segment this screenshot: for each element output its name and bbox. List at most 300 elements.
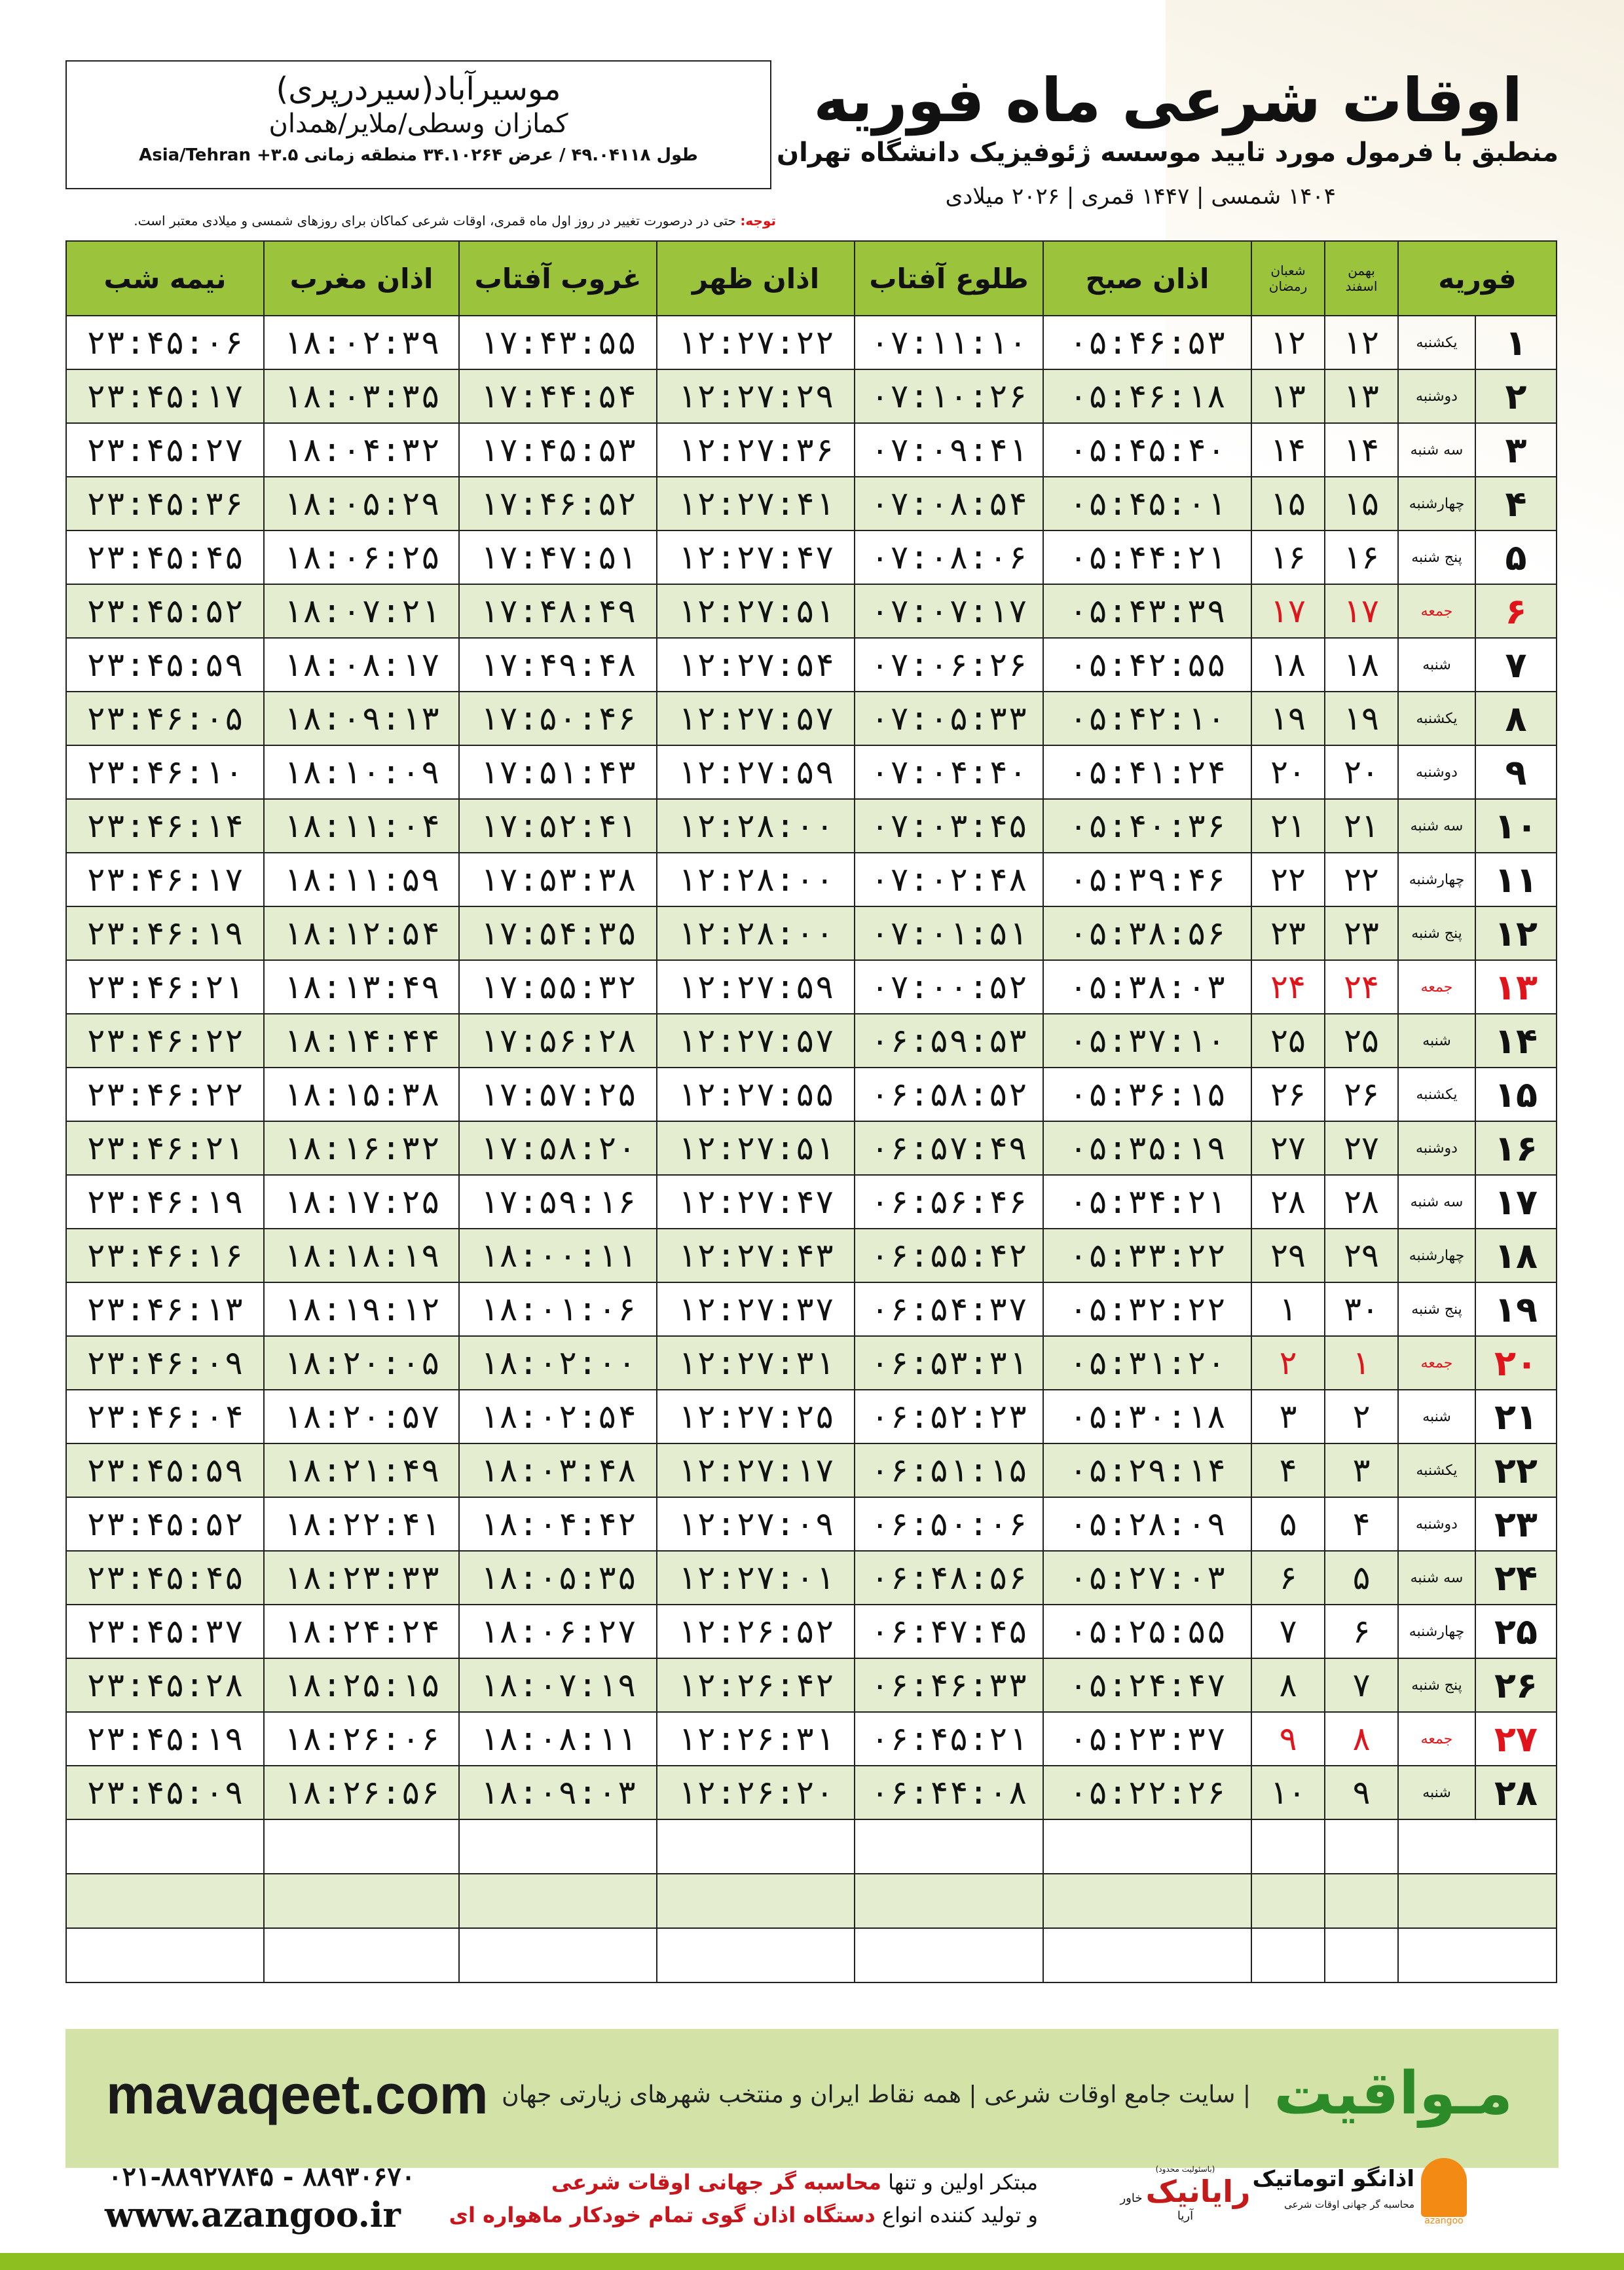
empty-cell	[1325, 1928, 1398, 1982]
day-cell: ۱۴	[1475, 1014, 1557, 1068]
day-cell: ۱	[1475, 316, 1557, 369]
midnight-cell: ۲۳:۴۶:۱۹	[66, 1175, 264, 1229]
table-row	[66, 369, 1557, 423]
day-cell: ۱۲	[1475, 906, 1557, 960]
day-cell: ۱۶	[1475, 1121, 1557, 1175]
maghrib-cell: ۱۸:۲۲:۴۱	[264, 1497, 459, 1551]
solar-date-cell: ۲۶	[1325, 1068, 1398, 1121]
dhuhr-cell: ۱۲:۲۷:۱۷	[657, 1443, 855, 1497]
maghrib-cell: ۱۸:۱۹:۱۲	[264, 1282, 459, 1336]
sunset-cell: ۱۷:۴۴:۵۴	[459, 369, 657, 423]
header-esfand: اسفند	[1345, 278, 1378, 294]
sunrise-cell: ۰۷:۰۶:۲۶	[855, 638, 1043, 692]
maghrib-cell: ۱۸:۰۶:۲۵	[264, 530, 459, 584]
banner-url[interactable]: mavaqeet.com	[106, 2064, 489, 2125]
solar-date-cell: ۱۳	[1325, 369, 1398, 423]
day-cell: ۲۶	[1475, 1658, 1557, 1712]
dhuhr-cell: ۱۲:۲۷:۲۲	[657, 316, 855, 369]
weekday-cell: پنج شنبه	[1398, 530, 1475, 584]
solar-date-cell: ۷	[1325, 1658, 1398, 1712]
empty-cell	[459, 1874, 657, 1928]
midnight-cell: ۲۳:۴۶:۰۵	[66, 692, 264, 745]
sunset-cell: ۱۸:۰۵:۳۵	[459, 1551, 657, 1605]
fajr-cell: ۰۵:۴۵:۰۱	[1043, 477, 1251, 530]
weekday-cell: جمعه	[1398, 584, 1475, 638]
solar-date-cell: ۲۲	[1325, 853, 1398, 906]
sunset-cell: ۱۸:۰۴:۴۲	[459, 1497, 657, 1551]
weekday-cell: جمعه	[1398, 960, 1475, 1014]
empty-cell	[459, 1819, 657, 1874]
fajr-cell: ۰۵:۳۰:۱۸	[1043, 1390, 1251, 1443]
sunrise-cell: ۰۶:۴۴:۰۸	[855, 1766, 1043, 1819]
day-cell: ۲۴	[1475, 1551, 1557, 1605]
maghrib-cell: ۱۸:۲۶:۰۶	[264, 1712, 459, 1766]
weekday-cell: پنج شنبه	[1398, 906, 1475, 960]
dhuhr-cell: ۱۲:۲۸:۰۰	[657, 853, 855, 906]
sunrise-cell: ۰۶:۵۹:۵۳	[855, 1014, 1043, 1068]
empty-cell	[855, 1874, 1043, 1928]
lunar-date-cell: ۱۹	[1251, 692, 1325, 745]
midnight-cell: ۲۳:۴۶:۰۴	[66, 1390, 264, 1443]
maghrib-cell: ۱۸:۱۷:۲۵	[264, 1175, 459, 1229]
fajr-cell: ۰۵:۳۲:۲۲	[1043, 1282, 1251, 1336]
weekday-cell: سه شنبه	[1398, 799, 1475, 853]
maghrib-cell: ۱۸:۱۰:۰۹	[264, 745, 459, 799]
maghrib-cell: ۱۸:۲۶:۵۶	[264, 1766, 459, 1819]
page-subtitle: منطبق با فرمول مورد تایید موسسه ژئوفیزیک دانشگاه تهران	[776, 138, 1559, 168]
midnight-cell: ۲۳:۴۵:۲۸	[66, 1658, 264, 1712]
empty-cell	[855, 1928, 1043, 1982]
maghrib-cell: ۱۸:۰۵:۲۹	[264, 477, 459, 530]
table-row	[66, 584, 1557, 638]
weekday-cell: شنبه	[1398, 638, 1475, 692]
fajr-cell: ۰۵:۴۲:۵۵	[1043, 638, 1251, 692]
maghrib-cell: ۱۸:۲۴:۲۴	[264, 1605, 459, 1658]
dhuhr-cell: ۱۲:۲۷:۳۷	[657, 1282, 855, 1336]
table-row	[66, 745, 1557, 799]
weekday-cell: شنبه	[1398, 1014, 1475, 1068]
day-cell: ۷	[1475, 638, 1557, 692]
sunrise-cell: ۰۷:۰۹:۴۱	[855, 423, 1043, 477]
sunset-cell: ۱۷:۵۴:۳۵	[459, 906, 657, 960]
note	[134, 213, 776, 229]
solar-date-cell: ۱۶	[1325, 530, 1398, 584]
fajr-cell: ۰۵:۴۵:۴۰	[1043, 423, 1251, 477]
table-row	[66, 1014, 1557, 1068]
empty-cell	[1251, 1874, 1325, 1928]
maghrib-cell: ۱۸:۱۲:۵۴	[264, 906, 459, 960]
sunset-cell: ۱۸:۰۹:۰۳	[459, 1766, 657, 1819]
dhuhr-cell: ۱۲:۲۷:۳۶	[657, 423, 855, 477]
weekday-cell: دوشنبه	[1398, 745, 1475, 799]
day-cell: ۲	[1475, 369, 1557, 423]
dhuhr-cell: ۱۲:۲۷:۲۹	[657, 369, 855, 423]
dhuhr-cell: ۱۲:۲۶:۲۰	[657, 1766, 855, 1819]
lunar-date-cell: ۱۵	[1251, 477, 1325, 530]
sunset-cell: ۱۷:۴۶:۵۲	[459, 477, 657, 530]
fajr-cell: ۰۵:۲۳:۳۷	[1043, 1712, 1251, 1766]
weekday-cell: دوشنبه	[1398, 369, 1475, 423]
day-cell: ۱۳	[1475, 960, 1557, 1014]
sunrise-cell: ۰۷:۰۱:۵۱	[855, 906, 1043, 960]
sunrise-cell: ۰۷:۰۸:۰۶	[855, 530, 1043, 584]
sunset-cell: ۱۷:۴۳:۵۵	[459, 316, 657, 369]
day-cell: ۳	[1475, 423, 1557, 477]
midnight-cell: ۲۳:۴۶:۱۳	[66, 1282, 264, 1336]
midnight-cell: ۲۳:۴۵:۱۹	[66, 1712, 264, 1766]
location-coords: طول ۴۹.۰۴۱۱۸ / عرض ۳۴.۱۰۲۶۴ منطقه زمانی ۳.۵+ Asia/Tehran	[139, 145, 698, 165]
empty-cell	[855, 1819, 1043, 1874]
sunset-cell: ۱۷:۵۶:۲۸	[459, 1014, 657, 1068]
table-row	[66, 316, 1557, 369]
lunar-date-cell: ۵	[1251, 1497, 1325, 1551]
lunar-date-cell: ۱۰	[1251, 1766, 1325, 1819]
lunar-date-cell: ۱۲	[1251, 316, 1325, 369]
midnight-cell: ۲۳:۴۵:۵۹	[66, 638, 264, 692]
table-row	[66, 1443, 1557, 1497]
dhuhr-cell: ۱۲:۲۸:۰۰	[657, 906, 855, 960]
day-cell: ۲۱	[1475, 1390, 1557, 1443]
table-row	[66, 1712, 1557, 1766]
location-region: کمازان وسطی/ملایر/همدان	[268, 109, 568, 139]
sunrise-cell: ۰۷:۰۷:۱۷	[855, 584, 1043, 638]
fajr-cell: ۰۵:۴۳:۳۹	[1043, 584, 1251, 638]
header-bahman: بهمن	[1348, 263, 1375, 278]
sunset-cell: ۱۸:۰۷:۱۹	[459, 1658, 657, 1712]
sunset-cell: ۱۷:۵۹:۱۶	[459, 1175, 657, 1229]
solar-date-cell: ۸	[1325, 1712, 1398, 1766]
fajr-cell: ۰۵:۳۱:۲۰	[1043, 1336, 1251, 1390]
maghrib-cell: ۱۸:۱۳:۴۹	[264, 960, 459, 1014]
midnight-cell: ۲۳:۴۶:۱۴	[66, 799, 264, 853]
weekday-cell: چهارشنبه	[1398, 1229, 1475, 1282]
midnight-cell: ۲۳:۴۶:۱۰	[66, 745, 264, 799]
sunrise-cell: ۰۷:۱۱:۱۰	[855, 316, 1043, 369]
weekday-cell: چهارشنبه	[1398, 477, 1475, 530]
lunar-date-cell: ۱	[1251, 1282, 1325, 1336]
rayanik-top: (باسئولیت محدود)	[1155, 2165, 1215, 2174]
dhuhr-cell: ۱۲:۲۶:۵۲	[657, 1605, 855, 1658]
midnight-cell: ۲۳:۴۵:۲۷	[66, 423, 264, 477]
sunset-cell: ۱۷:۵۵:۳۲	[459, 960, 657, 1014]
azangoo-mark-text: azangoo	[1424, 2216, 1464, 2226]
fajr-cell: ۰۵:۴۴:۲۱	[1043, 530, 1251, 584]
sunrise-cell: ۰۶:۵۳:۳۱	[855, 1336, 1043, 1390]
table-row	[66, 423, 1557, 477]
maghrib-cell: ۱۸:۰۴:۳۲	[264, 423, 459, 477]
weekday-cell: جمعه	[1398, 1336, 1475, 1390]
weekday-cell: شنبه	[1398, 1766, 1475, 1819]
empty-cell	[264, 1874, 459, 1928]
prayer-times-table	[65, 240, 1557, 1983]
dhuhr-cell: ۱۲:۲۸:۰۰	[657, 799, 855, 853]
weekday-cell: سه شنبه	[1398, 1175, 1475, 1229]
empty-row	[66, 1819, 1557, 1874]
table-row	[66, 530, 1557, 584]
solar-date-cell: ۵	[1325, 1551, 1398, 1605]
table-row	[66, 1068, 1557, 1121]
footer-line-1	[449, 2167, 1038, 2199]
maghrib-cell: ۱۸:۰۸:۱۷	[264, 638, 459, 692]
table-row	[66, 1766, 1557, 1819]
weekday-cell: چهارشنبه	[1398, 853, 1475, 906]
note-label: توجه:	[740, 213, 776, 229]
rayanik-side: خاور آریا	[1120, 2191, 1194, 2223]
header-solar-months	[1325, 241, 1398, 316]
table-row	[66, 1175, 1557, 1229]
empty-cell	[657, 1928, 855, 1982]
maghrib-cell: ۱۸:۲۵:۱۵	[264, 1658, 459, 1712]
midnight-cell: ۲۳:۴۵:۱۷	[66, 369, 264, 423]
sunrise-cell: ۰۷:۰۲:۴۸	[855, 853, 1043, 906]
midnight-cell: ۲۳:۴۵:۵۲	[66, 1497, 264, 1551]
sunrise-cell: ۰۷:۰۴:۴۰	[855, 745, 1043, 799]
solar-date-cell: ۲۸	[1325, 1175, 1398, 1229]
location-box	[65, 60, 771, 189]
solar-date-cell: ۲	[1325, 1390, 1398, 1443]
dhuhr-cell: ۱۲:۲۷:۴۳	[657, 1229, 855, 1282]
header-fajr: اذان صبح	[1043, 241, 1251, 316]
empty-row	[66, 1928, 1557, 1982]
lunar-date-cell: ۱۶	[1251, 530, 1325, 584]
table-row	[66, 1497, 1557, 1551]
dhuhr-cell: ۱۲:۲۷:۰۹	[657, 1497, 855, 1551]
solar-date-cell: ۲۴	[1325, 960, 1398, 1014]
dhuhr-cell: ۱۲:۲۷:۴۱	[657, 477, 855, 530]
day-cell: ۴	[1475, 477, 1557, 530]
banner-site-name: مـواقیت	[1274, 2059, 1513, 2128]
dhuhr-cell: ۱۲:۲۷:۵۹	[657, 960, 855, 1014]
weekday-cell: یکشنبه	[1398, 1443, 1475, 1497]
solar-date-cell: ۱۹	[1325, 692, 1398, 745]
weekday-cell: یکشنبه	[1398, 692, 1475, 745]
sunrise-cell: ۰۶:۴۵:۲۱	[855, 1712, 1043, 1766]
solar-date-cell: ۳	[1325, 1443, 1398, 1497]
header-sunrise: طلوع آفتاب	[855, 241, 1043, 316]
day-cell: ۱۷	[1475, 1175, 1557, 1229]
midnight-cell: ۲۳:۴۶:۲۲	[66, 1014, 264, 1068]
dhuhr-cell: ۱۲:۲۷:۵۷	[657, 692, 855, 745]
dhuhr-cell: ۱۲:۲۷:۳۱	[657, 1336, 855, 1390]
maghrib-cell: ۱۸:۰۳:۳۵	[264, 369, 459, 423]
sunset-cell: ۱۸:۰۱:۰۶	[459, 1282, 657, 1336]
empty-cell	[264, 1819, 459, 1874]
footer-line-1-red: محاسبه گر جهانی اوقات شرعی	[551, 2170, 881, 2195]
site-banner	[65, 2029, 1559, 2168]
maghrib-cell: ۱۸:۱۶:۳۲	[264, 1121, 459, 1175]
table-row	[66, 960, 1557, 1014]
table-row	[66, 1229, 1557, 1282]
midnight-cell: ۲۳:۴۶:۲۱	[66, 1121, 264, 1175]
sunset-cell: ۱۷:۴۸:۴۹	[459, 584, 657, 638]
footer-line-2-prefix: و تولید کننده انواع	[881, 2202, 1038, 2227]
lunar-date-cell: ۷	[1251, 1605, 1325, 1658]
table-row	[66, 1336, 1557, 1390]
sunrise-cell: ۰۶:۴۸:۵۶	[855, 1551, 1043, 1605]
solar-date-cell: ۱۲	[1325, 316, 1398, 369]
dhuhr-cell: ۱۲:۲۷:۵۴	[657, 638, 855, 692]
lunar-date-cell: ۱۸	[1251, 638, 1325, 692]
midnight-cell: ۲۳:۴۵:۴۵	[66, 530, 264, 584]
midnight-cell: ۲۳:۴۵:۳۶	[66, 477, 264, 530]
header-month: فوریه	[1398, 241, 1557, 316]
empty-row	[66, 1874, 1557, 1928]
day-cell: ۶	[1475, 584, 1557, 638]
fajr-cell: ۰۵:۳۴:۲۱	[1043, 1175, 1251, 1229]
sunset-cell: ۱۸:۰۸:۱۱	[459, 1712, 657, 1766]
solar-date-cell: ۱۵	[1325, 477, 1398, 530]
weekday-cell: دوشنبه	[1398, 1497, 1475, 1551]
bottom-strip	[0, 2253, 1624, 2270]
solar-date-cell: ۲۰	[1325, 745, 1398, 799]
dhuhr-cell: ۱۲:۲۷:۵۷	[657, 1014, 855, 1068]
dhuhr-cell: ۱۲:۲۷:۵۱	[657, 584, 855, 638]
lunar-date-cell: ۳	[1251, 1390, 1325, 1443]
solar-date-cell: ۲۱	[1325, 799, 1398, 853]
day-cell: ۸	[1475, 692, 1557, 745]
fajr-cell: ۰۵:۲۵:۵۵	[1043, 1605, 1251, 1658]
day-cell: ۹	[1475, 745, 1557, 799]
dhuhr-cell: ۱۲:۲۷:۲۵	[657, 1390, 855, 1443]
maghrib-cell: ۱۸:۰۹:۱۳	[264, 692, 459, 745]
sunset-cell: ۱۷:۵۸:۲۰	[459, 1121, 657, 1175]
azangoo-mark-icon	[1421, 2158, 1467, 2217]
sunrise-cell: ۰۶:۵۰:۰۶	[855, 1497, 1043, 1551]
solar-date-cell: ۲۹	[1325, 1229, 1398, 1282]
footer-phone: ۰۲۱-۸۸۹۲۷۸۴۵ - ۸۸۹۳۰۶۷۰	[108, 2161, 416, 2192]
midnight-cell: ۲۳:۴۶:۰۹	[66, 1336, 264, 1390]
empty-cell	[1251, 1819, 1325, 1874]
weekday-cell: سه شنبه	[1398, 1551, 1475, 1605]
day-cell: ۲۵	[1475, 1605, 1557, 1658]
table-header-row	[66, 241, 1557, 316]
sunrise-cell: ۰۷:۱۰:۲۶	[855, 369, 1043, 423]
sunset-cell: ۱۸:۰۶:۲۷	[459, 1605, 657, 1658]
lunar-date-cell: ۶	[1251, 1551, 1325, 1605]
note-text: حتی در درصورت تغییر در روز اول ماه قمری، اوقات شرعی کماکان برای روزهای شمسی و میلادی معتبر است.	[134, 213, 737, 229]
lunar-date-cell: ۴	[1251, 1443, 1325, 1497]
day-cell: ۲۸	[1475, 1766, 1557, 1819]
weekday-cell: شنبه	[1398, 1390, 1475, 1443]
maghrib-cell: ۱۸:۱۵:۳۸	[264, 1068, 459, 1121]
azangoo-tag: محاسبه گر جهانی اوقات شرعی	[1284, 2199, 1414, 2210]
fajr-cell: ۰۵:۲۸:۰۹	[1043, 1497, 1251, 1551]
maghrib-cell: ۱۸:۲۱:۴۹	[264, 1443, 459, 1497]
table-row	[66, 477, 1557, 530]
azangoo-logo	[1252, 2158, 1467, 2230]
table-row	[66, 906, 1557, 960]
empty-cell	[66, 1874, 264, 1928]
sunset-cell: ۱۷:۵۱:۴۳	[459, 745, 657, 799]
fajr-cell: ۰۵:۴۲:۱۰	[1043, 692, 1251, 745]
solar-date-cell: ۲۳	[1325, 906, 1398, 960]
midnight-cell: ۲۳:۴۶:۲۱	[66, 960, 264, 1014]
weekday-cell: جمعه	[1398, 1712, 1475, 1766]
solar-date-cell: ۱۷	[1325, 584, 1398, 638]
sunset-cell: ۱۸:۰۰:۱۱	[459, 1229, 657, 1282]
day-cell: ۱۱	[1475, 853, 1557, 906]
lunar-date-cell: ۹	[1251, 1712, 1325, 1766]
maghrib-cell: ۱۸:۲۳:۳۳	[264, 1551, 459, 1605]
lunar-date-cell: ۸	[1251, 1658, 1325, 1712]
sunrise-cell: ۰۶:۵۷:۴۹	[855, 1121, 1043, 1175]
day-cell: ۱۸	[1475, 1229, 1557, 1282]
lunar-date-cell: ۱۷	[1251, 584, 1325, 638]
lunar-date-cell: ۲	[1251, 1336, 1325, 1390]
footer-website[interactable]: www.azangoo.ir	[105, 2195, 401, 2235]
weekday-cell: یکشنبه	[1398, 316, 1475, 369]
solar-date-cell: ۱۸	[1325, 638, 1398, 692]
sunset-cell: ۱۷:۵۰:۴۶	[459, 692, 657, 745]
sunset-cell: ۱۷:۴۹:۴۸	[459, 638, 657, 692]
sunrise-cell: ۰۷:۰۸:۵۴	[855, 477, 1043, 530]
header-sunset: غروب آفتاب	[459, 241, 657, 316]
footer-line-2	[449, 2199, 1038, 2232]
header-lunar-months	[1251, 241, 1325, 316]
lunar-date-cell: ۲۶	[1251, 1068, 1325, 1121]
empty-cell	[1325, 1819, 1398, 1874]
day-cell: ۱۹	[1475, 1282, 1557, 1336]
fajr-cell: ۰۵:۴۶:۱۸	[1043, 369, 1251, 423]
rayanik-logo	[1113, 2165, 1257, 2223]
empty-cell	[264, 1928, 459, 1982]
empty-cell	[459, 1928, 657, 1982]
sunrise-cell: ۰۷:۰۳:۴۵	[855, 799, 1043, 853]
fajr-cell: ۰۵:۳۹:۴۶	[1043, 853, 1251, 906]
fajr-cell: ۰۵:۳۵:۱۹	[1043, 1121, 1251, 1175]
maghrib-cell: ۱۸:۰۲:۳۹	[264, 316, 459, 369]
maghrib-cell: ۱۸:۱۱:۵۹	[264, 853, 459, 906]
table-row	[66, 1282, 1557, 1336]
empty-cell	[1325, 1874, 1398, 1928]
fajr-cell: ۰۵:۳۶:۱۵	[1043, 1068, 1251, 1121]
table-row	[66, 1551, 1557, 1605]
page-title: اوقات شرعی ماه فوریه	[813, 65, 1522, 136]
footer-line-1-prefix: مبتکر اولین و تنها	[888, 2170, 1038, 2195]
day-cell: ۲۷	[1475, 1712, 1557, 1766]
banner-slogan: | سایت جامع اوقات شرعی | همه نقاط ایران و منتخب شهرهای زیارتی جهان	[502, 2081, 1251, 2108]
maghrib-cell: ۱۸:۰۷:۲۱	[264, 584, 459, 638]
empty-cell	[1251, 1928, 1325, 1982]
day-cell: ۲۰	[1475, 1336, 1557, 1390]
sunrise-cell: ۰۶:۵۶:۴۶	[855, 1175, 1043, 1229]
table-row	[66, 853, 1557, 906]
dhuhr-cell: ۱۲:۲۷:۴۷	[657, 530, 855, 584]
sunset-cell: ۱۷:۴۵:۵۳	[459, 423, 657, 477]
empty-cell	[1043, 1928, 1251, 1982]
table-row	[66, 1658, 1557, 1712]
fajr-cell: ۰۵:۳۳:۲۲	[1043, 1229, 1251, 1282]
solar-date-cell: ۲۵	[1325, 1014, 1398, 1068]
dhuhr-cell: ۱۲:۲۷:۵۵	[657, 1068, 855, 1121]
day-cell: ۱۰	[1475, 799, 1557, 853]
fajr-cell: ۰۵:۴۰:۳۶	[1043, 799, 1251, 853]
midnight-cell: ۲۳:۴۶:۱۷	[66, 853, 264, 906]
sunset-cell: ۱۸:۰۲:۵۴	[459, 1390, 657, 1443]
table-row	[66, 799, 1557, 853]
header-shaban: شعبان	[1270, 263, 1306, 278]
midnight-cell: ۲۳:۴۶:۱۹	[66, 906, 264, 960]
lunar-date-cell: ۲۴	[1251, 960, 1325, 1014]
sunrise-cell: ۰۶:۵۱:۱۵	[855, 1443, 1043, 1497]
sunset-cell: ۱۷:۵۲:۴۱	[459, 799, 657, 853]
lunar-date-cell: ۲۱	[1251, 799, 1325, 853]
midnight-cell: ۲۳:۴۵:۵۲	[66, 584, 264, 638]
sunset-cell: ۱۸:۰۲:۰۰	[459, 1336, 657, 1390]
fajr-cell: ۰۵:۳۸:۰۳	[1043, 960, 1251, 1014]
location-name: موسیرآباد(سیردرپری)	[276, 71, 561, 107]
maghrib-cell: ۱۸:۲۰:۰۵	[264, 1336, 459, 1390]
